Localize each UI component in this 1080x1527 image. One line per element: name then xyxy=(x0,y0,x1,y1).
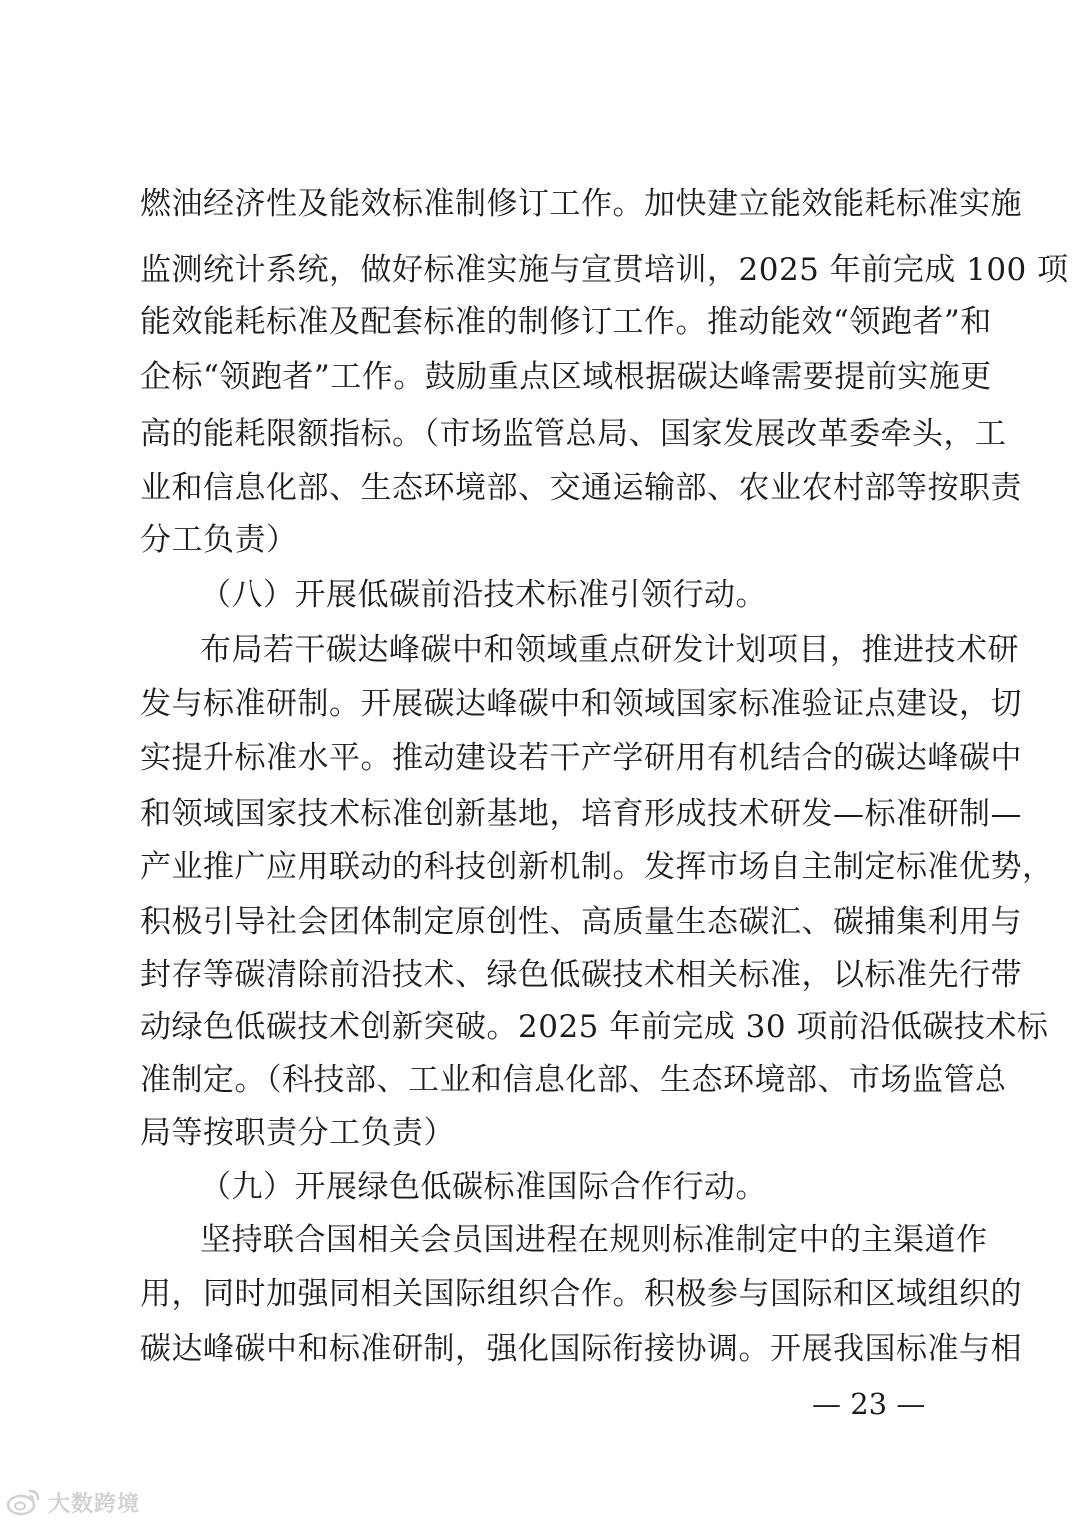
text-line: 准制定。（科技部、工业和信息化部、生态环境部、市场监管总 xyxy=(140,1062,1007,1098)
text-line: 和领域国家技术标准创新基地，培育形成技术研发—标准研制— xyxy=(140,796,1022,832)
weibo-icon xyxy=(6,1487,42,1517)
text-line: 高的能耗限额指标。（市场监管总局、国家发展改革委牵头，工 xyxy=(140,416,1007,452)
text-line: 监测统计系统，做好标准实施与宣贯培训，2025 年前完成 100 项 xyxy=(140,252,1069,288)
paragraph-first-line: 坚持联合国相关会员国进程在规则标准制定中的主渠道作 xyxy=(200,1222,988,1258)
text-line: 发与标准研制。开展碳达峰碳中和领域国家标准验证点建设，切 xyxy=(140,686,1022,722)
text-line: 碳达峰碳中和标准研制，强化国际衔接协调。开展我国标准与相 xyxy=(140,1331,1022,1367)
text-line: 产业推广应用联动的科技创新机制。发挥市场自主制定标准优势， xyxy=(140,849,1054,885)
text-line: 用，同时加强同相关国际组织合作。积极参与国际和区域组织的 xyxy=(140,1276,1022,1312)
text-line: 封存等碳清除前沿技术、绿色低碳技术相关标准，以标准先行带 xyxy=(140,957,1022,993)
text-line: 能效能耗标准及配套标准的制修订工作。推动能效“领跑者”和 xyxy=(140,304,992,340)
text-line: 企标“领跑者”工作。鼓励重点区域根据碳达峰需要提前实施更 xyxy=(140,359,992,395)
text-line: 燃油经济性及能效标准制修订工作。加快建立能效能耗标准实施 xyxy=(140,186,1022,222)
text-line: 积极引导社会团体制定原创性、高质量生态碳汇、碳捕集利用与 xyxy=(140,904,1022,940)
watermark xyxy=(6,1484,140,1520)
text-line: 实提升标准水平。推动建设若干产学研用有机结合的碳达峰碳中 xyxy=(140,740,1022,776)
page-number: — 23 — xyxy=(812,1387,926,1421)
text-line: 动绿色低碳技术创新突破。2025 年前完成 30 项前沿低碳技术标 xyxy=(140,1009,1049,1045)
text-line: 分工负责） xyxy=(140,522,298,558)
text-line: 业和信息化部、生态环境部、交通运输部、农业农村部等按职责 xyxy=(140,470,1022,506)
section-heading: （八）开展低碳前沿技术标准引领行动。 xyxy=(200,577,767,613)
paragraph-first-line: 布局若干碳达峰碳中和领域重点研发计划项目，推进技术研 xyxy=(200,632,1019,668)
section-heading: （九）开展绿色低碳标准国际合作行动。 xyxy=(200,1169,767,1205)
text-line: 局等按职责分工负责） xyxy=(140,1115,455,1151)
watermark-text: 大数跨境 xyxy=(48,1491,141,1517)
